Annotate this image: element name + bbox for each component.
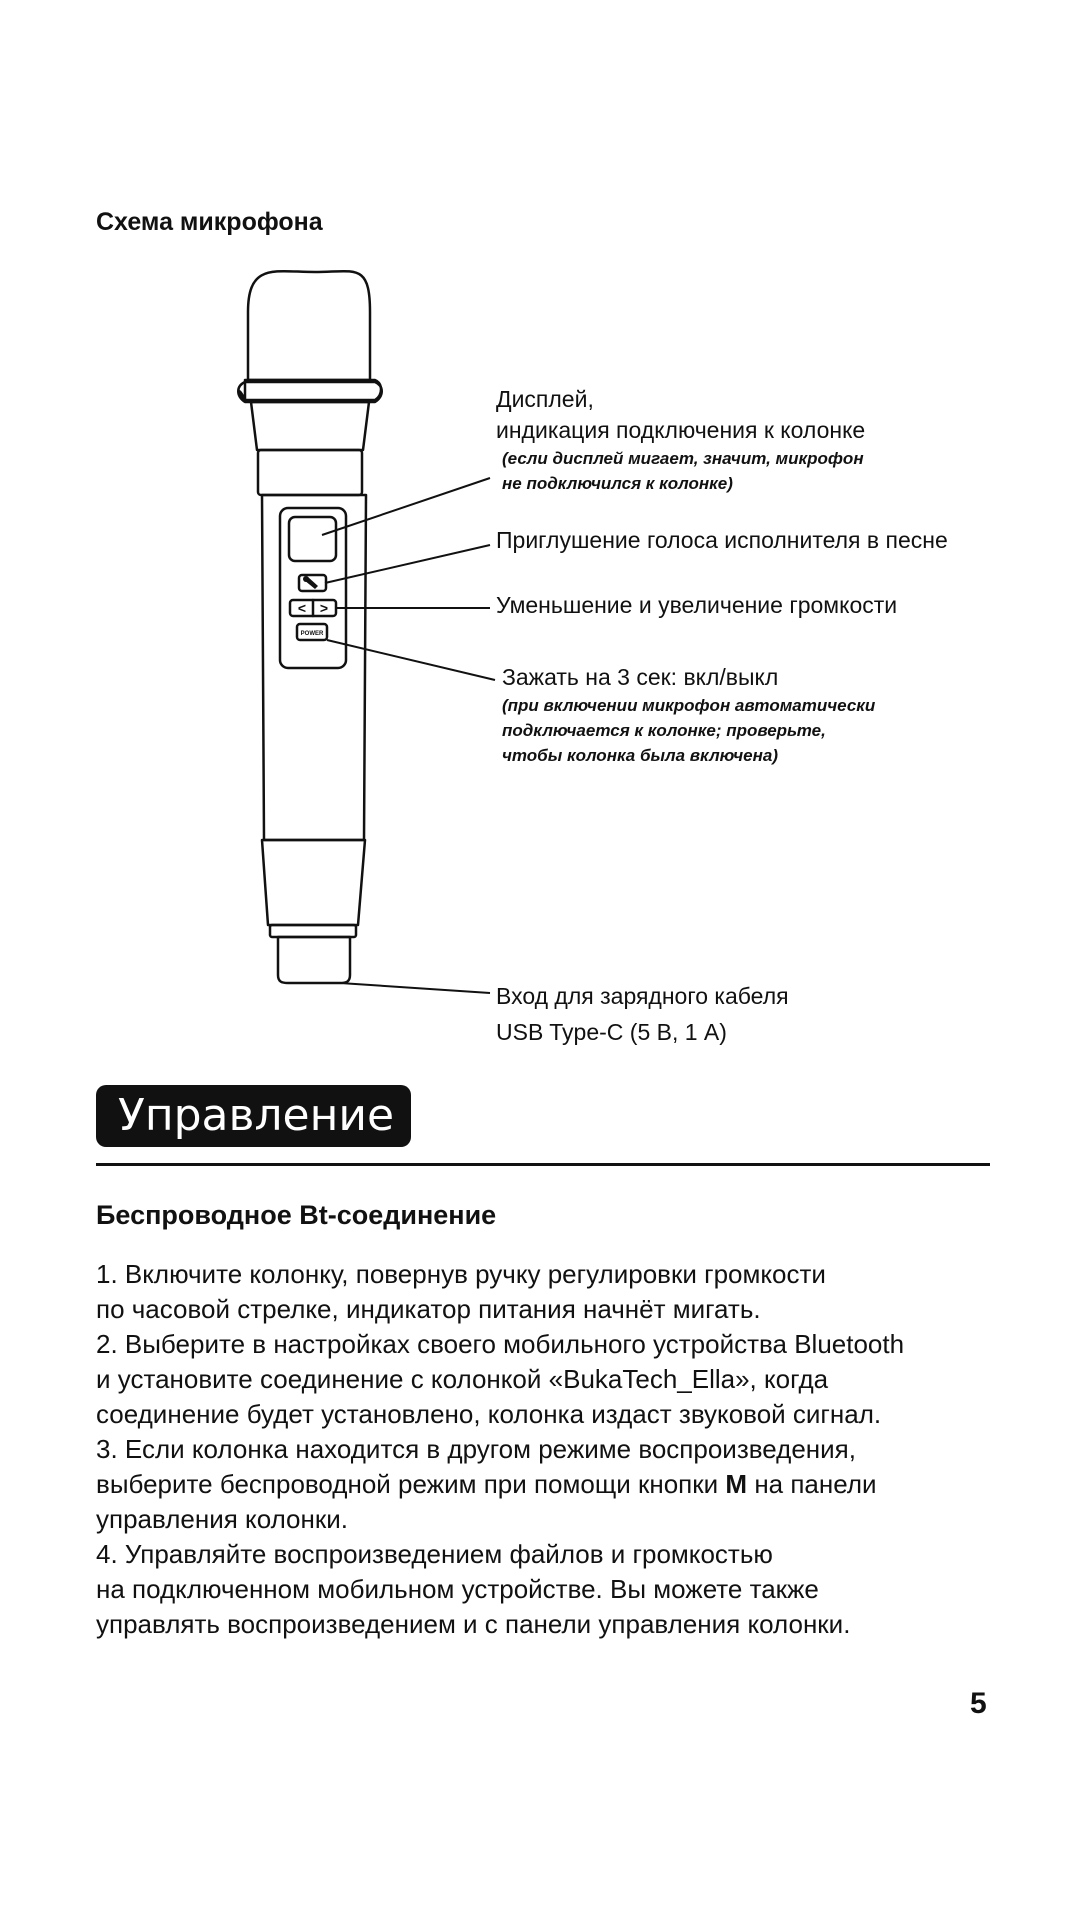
step-line: 1. Включите колонку, повернув ручку регулировки громкости	[96, 1259, 826, 1289]
section-title-banner	[96, 1085, 411, 1147]
callout-display-text: индикация подключения к колонке	[496, 417, 866, 443]
microphone-grip	[262, 840, 365, 925]
display-window	[289, 517, 336, 561]
microphone-grille	[248, 271, 370, 380]
section-subtitle: Беспроводное Bt-соединение	[96, 1200, 497, 1230]
callout-power-note-2: подключается к колонке; проверьте,	[502, 721, 826, 740]
step-line: управлять воспроизведением и с панели управления колонки.	[96, 1609, 851, 1639]
leader-mute	[325, 545, 490, 583]
step-line	[96, 1467, 996, 1502]
volume-up-glyph: >	[319, 600, 329, 616]
leader-display	[322, 478, 490, 535]
volume-down-glyph: <	[297, 600, 307, 616]
callout-power-note-1: (при включении микрофон автоматически	[502, 696, 876, 715]
section-divider	[96, 1163, 990, 1166]
section-title: Управление	[118, 1090, 395, 1141]
page-number: 5	[970, 1687, 987, 1720]
step-line: 2. Выберите в настройках своего мобильного устройства Bluetooth	[96, 1329, 905, 1359]
callout-mute: Приглушение голоса исполнителя в песне	[496, 527, 948, 553]
microphone-ring	[258, 450, 362, 495]
step-line: управления колонки.	[96, 1504, 348, 1534]
callout-volume: Уменьшение и увеличение громкости	[496, 592, 898, 618]
callout-display	[496, 384, 865, 496]
callout-display-note-1: (если дисплей мигает, значит, микрофон	[502, 449, 864, 468]
callout-usb-line-2: USB Type-C (5 В, 1 А)	[496, 1019, 727, 1045]
microphone-neck	[251, 402, 369, 450]
callout-display-note-2: не подключился к колонке)	[502, 474, 733, 493]
power-glyph: POWER	[300, 631, 324, 637]
callout-power	[502, 662, 875, 768]
callout-usb	[496, 978, 789, 1050]
step-line: на подключенном мобильном устройстве. Вы можете также	[96, 1574, 819, 1604]
usb-port-cap	[278, 937, 350, 983]
diagram-heading: Схема микрофона	[96, 208, 323, 236]
leader-usb	[340, 983, 490, 993]
step-text: выберите беспроводной режим при помощи кнопки	[96, 1469, 719, 1499]
instruction-steps	[96, 1257, 996, 1642]
step-line: 4. Управляйте воспроизведением файлов и громкостью	[96, 1539, 773, 1569]
step-line: 3. Если колонка находится в другом режиме воспроизведения,	[96, 1434, 856, 1464]
callout-usb-line-1: Вход для зарядного кабеля	[496, 983, 789, 1009]
step-line: и установите соединение с колонкой «BukaTech_Ella», когда	[96, 1364, 829, 1394]
step-line: соединение будет установлено, колонка издаст звуковой сигнал.	[96, 1399, 882, 1429]
step-line: по часовой стрелке, индикатор питания начнёт мигать.	[96, 1294, 761, 1324]
callout-display-title: Дисплей,	[496, 386, 594, 412]
leader-power	[327, 640, 495, 680]
callout-power-text: Зажать на 3 сек: вкл/выкл	[502, 664, 779, 690]
microphone-base	[270, 925, 356, 937]
step-text: на панели	[754, 1469, 877, 1499]
callout-power-note-3: чтобы колонка была включена)	[502, 746, 779, 765]
mode-key-label: M	[725, 1469, 748, 1499]
